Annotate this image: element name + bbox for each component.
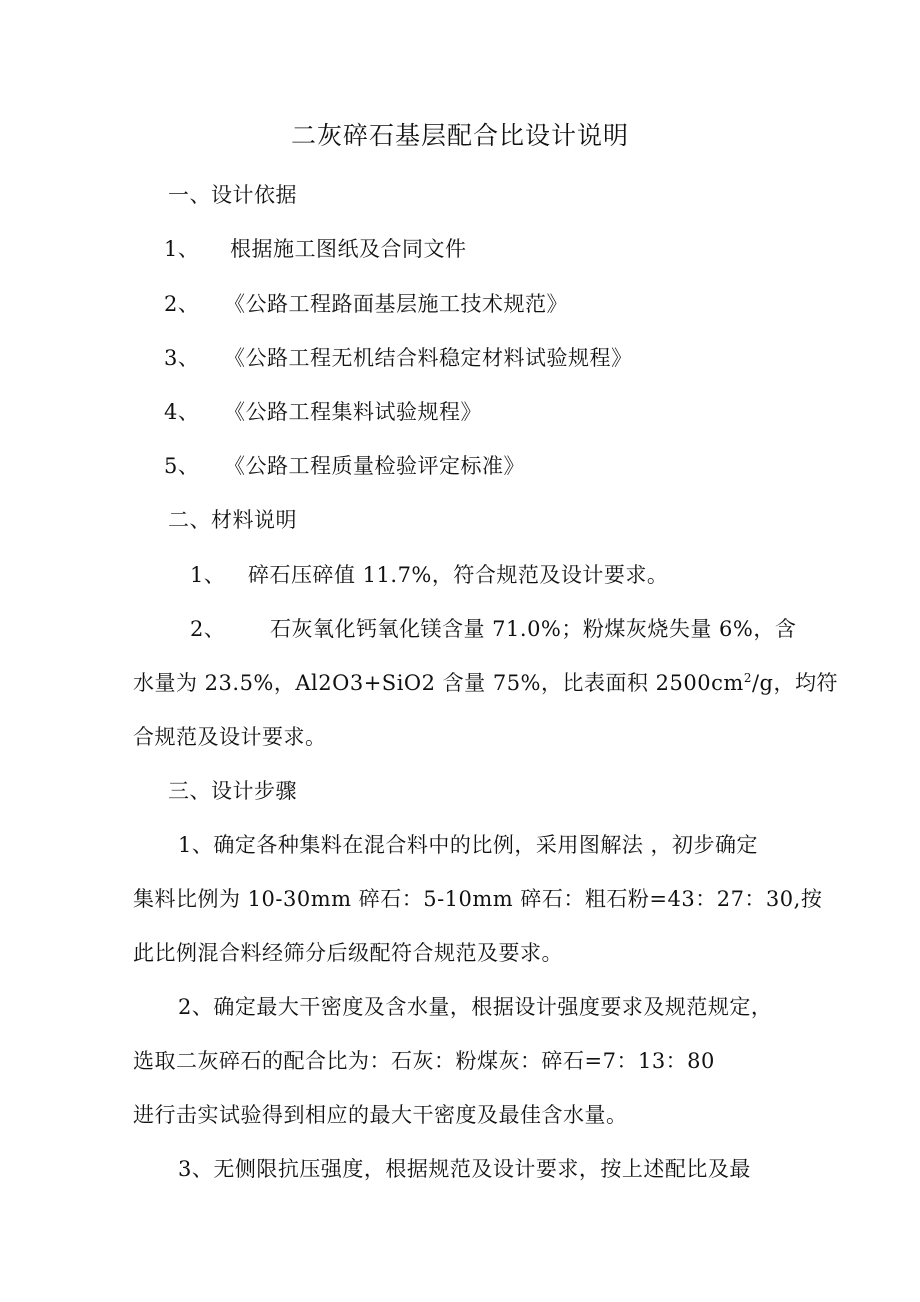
materials-item-2-line-3: 合规范及设计要求。: [133, 725, 327, 749]
superscript: 2: [743, 671, 752, 685]
materials-item-2-line-1: [190, 614, 796, 644]
item-number: 2、: [164, 292, 200, 316]
step-2-line-1: 2、确定最大干密度及含水量，根据设计强度要求及规范规定，: [178, 995, 773, 1019]
basis-item-4: [164, 397, 482, 427]
section-heading-materials: 二、材料说明: [168, 508, 297, 532]
item-text: 《公路工程集料试验规程》: [224, 400, 482, 424]
item-number: 5、: [164, 454, 200, 478]
item-text: 《公路工程无机结合料稳定材料试验规程》: [224, 346, 633, 370]
item-number: 3、: [164, 346, 200, 370]
document-title: 二灰碎石基层配合比设计说明: [290, 121, 629, 150]
item-number: 1、: [190, 563, 226, 587]
text-segment: 水量为 23.5%，Al2O3+SiO2 含量 75%，比表面积 2500cm: [133, 671, 744, 695]
step-2-line-3: 进行击实试验得到相应的最大干密度及最佳含水量。: [133, 1103, 628, 1127]
basis-item-3: [164, 343, 633, 373]
step-3-line-1: 3、无侧限抗压强度，根据规范及设计要求，按上述配比及最: [178, 1157, 751, 1181]
basis-item-5: [164, 451, 525, 481]
basis-item-1: [164, 234, 467, 264]
item-text: 根据施工图纸及合同文件: [230, 237, 467, 261]
section-heading-steps: 三、设计步骤: [168, 779, 297, 803]
item-text: 《公路工程质量检验评定标准》: [224, 454, 525, 478]
step-2-line-2: 选取二灰碎石的配合比为：石灰：粉煤灰：碎石=7：13：80: [133, 1049, 715, 1073]
materials-item-1: [190, 560, 668, 590]
basis-item-2: [164, 289, 568, 319]
item-number: 1、: [164, 237, 200, 261]
item-text: 碎石压碎值 11.7%，符合规范及设计要求。: [248, 563, 669, 587]
step-1-line-3: 此比例混合料经筛分后级配符合规范及要求。: [133, 941, 563, 965]
item-number: 2、: [190, 617, 226, 641]
item-number: 4、: [164, 400, 200, 424]
item-text: 《公路工程路面基层施工技术规范》: [224, 292, 568, 316]
step-1-line-2: 集料比例为 10-30mm 碎石：5-10mm 碎石：粗石粉=43：27：30,按: [133, 887, 823, 911]
text-segment: /g，均符: [751, 671, 838, 695]
step-1-line-1: 1、确定各种集料在混合料中的比例，采用图解法 ，初步确定: [178, 833, 759, 857]
section-heading-basis: 一、设计依据: [168, 183, 297, 207]
materials-item-2-line-2: [133, 668, 838, 698]
item-text: 石灰氧化钙氧化镁含量 71.0%；粉煤灰烧失量 6%，含: [270, 617, 797, 641]
